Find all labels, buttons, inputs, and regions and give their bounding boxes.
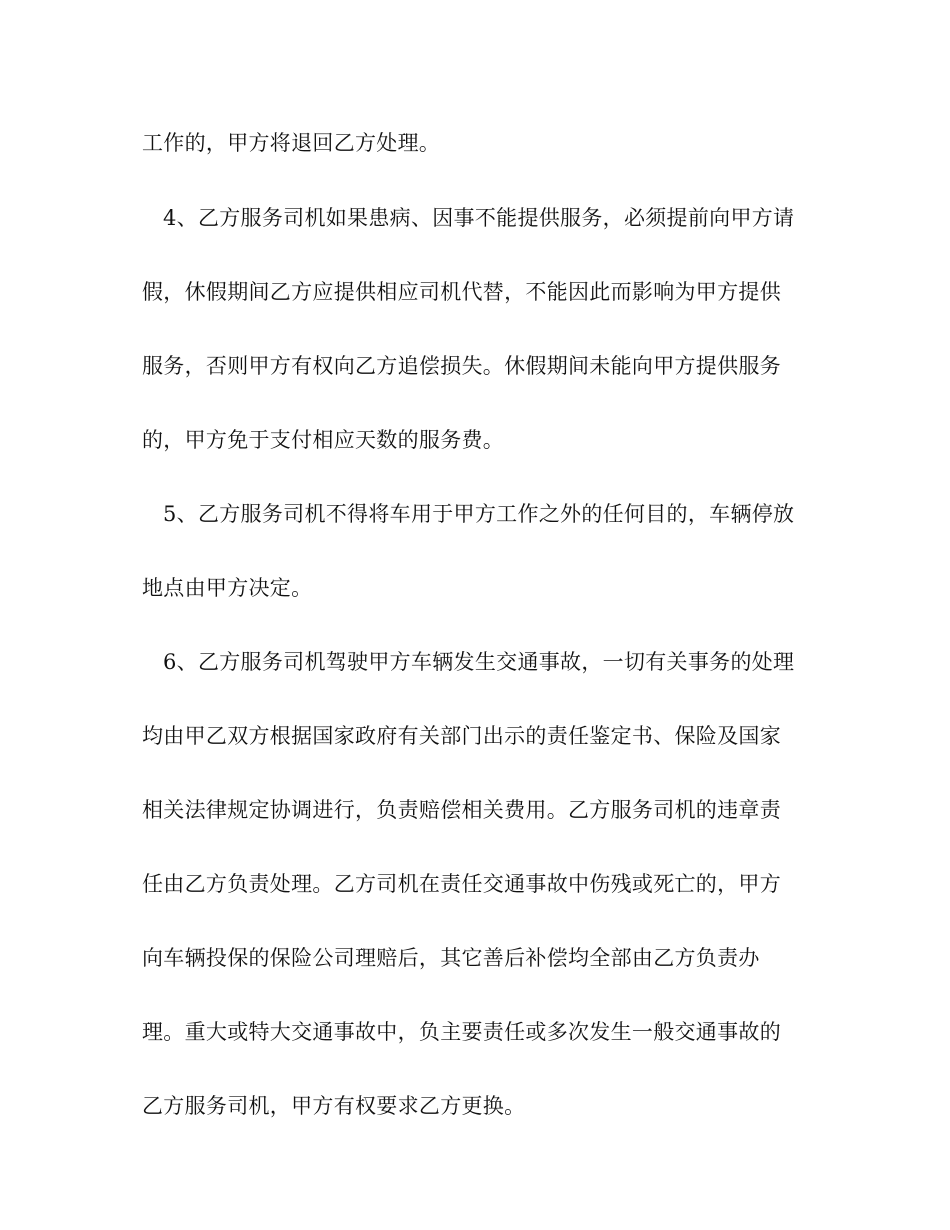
text-line: 相关法律规定协调进行，负责赔偿相关费用。乙方服务司机的违章责 xyxy=(142,798,781,822)
paragraph-5-start: 5、乙方服务司机不得将车用于甲方工作之外的任何目的，车辆停放 xyxy=(163,502,795,526)
text-line: 工作的，甲方将退回乙方处理。 xyxy=(142,131,441,155)
paragraph-6-start: 6、乙方服务司机驾驶甲方车辆发生交通事故，一切有关事务的处理 xyxy=(163,650,795,674)
text-line: 假，休假期间乙方应提供相应司机代替，不能因此而影响为甲方提供 xyxy=(142,280,781,304)
text-line: 理。重大或特大交通事故中，负主要责任或多次发生一般交通事故的 xyxy=(142,1020,781,1044)
text-line: 的，甲方免于支付相应天数的服务费。 xyxy=(142,428,505,452)
text-line: 均由甲乙双方根据国家政府有关部门出示的责任鉴定书、保险及国家 xyxy=(142,724,781,748)
text-line: 服务，否则甲方有权向乙方追偿损失。休假期间未能向甲方提供服务 xyxy=(142,354,781,378)
text-line: 向车辆投保的保险公司理赔后，其它善后补偿均全部由乙方负责办 xyxy=(142,946,760,970)
text-line: 地点由甲方决定。 xyxy=(142,576,313,600)
paragraph-4-start: 4、乙方服务司机如果患病、因事不能提供服务，必须提前向甲方请 xyxy=(163,206,795,230)
text-line: 乙方服务司机，甲方有权要求乙方更换。 xyxy=(142,1094,526,1118)
text-line: 任由乙方负责处理。乙方司机在责任交通事故中伤残或死亡的，甲方 xyxy=(142,872,781,896)
